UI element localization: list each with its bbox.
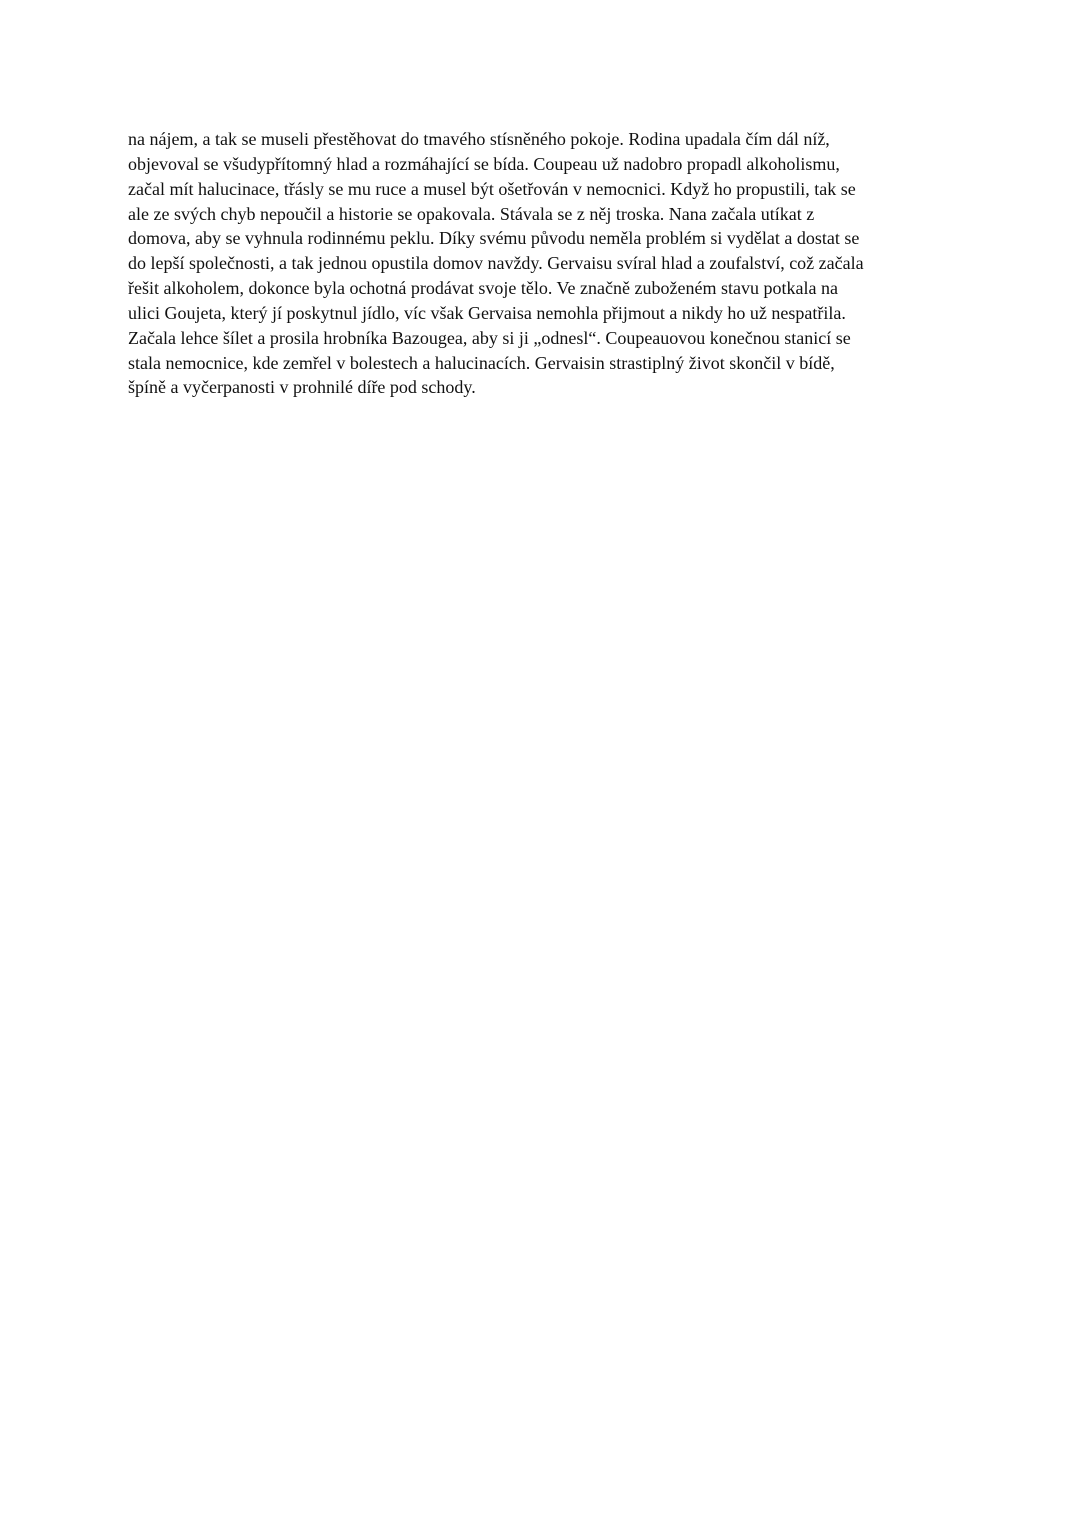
text-line: stala nemocnice, kde zemřel v bolestech a halucinacích. Gervaisin strastiplný život skončil v bídě,	[128, 352, 835, 373]
text-line: objevoval se všudypřítomný hlad a rozmáhající se bída. Coupeau už nadobro propadl alkoholismu,	[128, 153, 840, 174]
text-line: do lepší společnosti, a tak jednou opustila domov navždy. Gervaisu svíral hlad a zoufalství, což začala	[128, 253, 864, 274]
text-line: ulici Goujeta, který jí poskytnul jídlo, víc však Gervaisa nemohla přijmout a nikdy ho už nespatřila.	[128, 302, 846, 323]
text-line: špíně a vyčerpanosti v prohnilé díře pod schody.	[128, 377, 476, 398]
text-line: domova, aby se vyhnula rodinnému peklu. Díky svému původu neměla problém si vydělat a dostat se	[128, 228, 860, 249]
text-line: začal mít halucinace, třásly se mu ruce a musel být ošetřován v nemocnici. Když ho propustili, tak se	[128, 178, 856, 199]
text-line: řešit alkoholem, dokonce byla ochotná prodávat svoje tělo. Ve značně zuboženém stavu potkala na	[128, 278, 838, 299]
text-line: ale ze svých chyb nepoučil a historie se opakovala. Stávala se z něj troska. Nana začala utíkat z	[128, 203, 815, 224]
body-paragraph	[128, 127, 968, 400]
text-line: na nájem, a tak se museli přestěhovat do tmavého stísněného pokoje. Rodina upadala čím dál níž,	[128, 129, 830, 149]
text-line: Začala lehce šílet a prosila hrobníka Bazougea, aby si ji „odnesl“. Coupeauovou konečnou stanicí se	[128, 327, 851, 348]
